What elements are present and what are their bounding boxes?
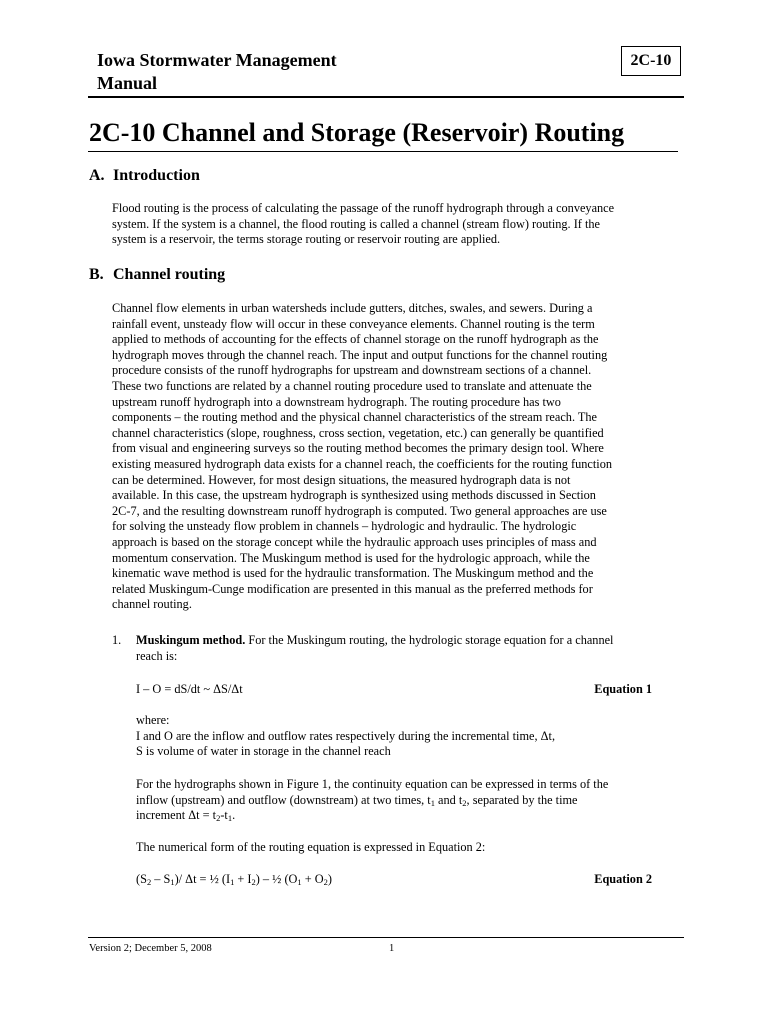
subscript: 1 (170, 877, 175, 887)
muskingum-method-item (112, 633, 682, 664)
text-line: Flood routing is the process of calculating the passage of the runoff hydrograph through a conveyance (112, 201, 615, 215)
page-title: 2C-10 Channel and Storage (Reservoir) Routing (89, 118, 625, 147)
item-lead-rest: For the Muskingum routing, the hydrologic storage equation for a channel (245, 633, 614, 647)
section-code-box: 2C-10 (621, 46, 681, 76)
title-underline (88, 151, 678, 152)
subscript: 2 (216, 813, 221, 824)
introduction-paragraph (112, 201, 682, 248)
where-block (136, 713, 666, 760)
text-line: S is volume of water in storage in the channel reach (136, 744, 391, 759)
text-fragment: (S (136, 872, 147, 886)
text-line: system. If the system is a channel, the flood routing is called a channel (stream flow) routing. If the (112, 216, 600, 231)
text-line: where: (136, 713, 170, 727)
text-line: rainfall event, unsteady flow will occur in these conveyance elements. Channel routing is the term (112, 316, 595, 331)
text-fragment: )/ Δt = ½ (I (174, 872, 231, 886)
equation-1-row (136, 681, 652, 697)
text-fragment: ) (327, 872, 332, 886)
text-line: channel routing. (112, 597, 192, 612)
equation-2-label: Equation 2 (594, 872, 652, 886)
text-line: kinematic wave method is used for the hydraulic transformation. The Muskingum method and the (112, 566, 594, 581)
text-fragment: – S (151, 872, 171, 886)
section-b-title: Channel routing (113, 266, 226, 283)
continuity-paragraph (136, 777, 666, 824)
subscript: 1 (297, 877, 302, 887)
manual-title-line1: Iowa Stormwater Management (97, 50, 337, 70)
numerical-form-paragraph (136, 840, 666, 856)
text-line: These two functions are related by a channel routing procedure used to translate and attenuate the (112, 378, 592, 393)
manual-title-line2: Manual (97, 73, 158, 93)
section-a-heading (89, 166, 200, 186)
text-line: from visual and engineering surveys so the routing method becomes the primary design tool. Where (112, 441, 604, 456)
text-line: momentum conservation. The Muskingum method is used for the hydrologic approach, while the (112, 550, 590, 565)
text-fragment: ) – ½ (O (255, 872, 298, 886)
text-line: 2C-7, and the resulting downstream runoff hydrograph is computed. Two general approaches are use (112, 503, 607, 518)
equation-2-row (136, 871, 652, 887)
subscript: 1 (230, 877, 235, 887)
text-fragment: , separated by the time (466, 792, 578, 807)
text-line: related Muskingum-Cunge modification are presented in this manual as the preferred methods for (112, 581, 593, 596)
text-line: components – the routing method and the physical channel characteristics of the stream reach. The (112, 410, 597, 425)
text-line: upstream runoff hydrograph into a downstream hydrograph. The routing procedure has two (112, 394, 561, 409)
text-line: For the hydrographs shown in Figure 1, the continuity equation can be expressed in terms of the (136, 777, 609, 791)
text-fragment: inflow (upstream) and outflow (downstream) at two times, t (136, 792, 431, 807)
text-line: for solving the unsteady flow problem in channels – hydrologic and hydraulic. The hydrologic (112, 519, 577, 534)
page-number: 1 (389, 943, 395, 954)
section-a-letter: A. (89, 167, 105, 184)
text-fragment: + I (234, 872, 252, 886)
equation-2-expression (136, 872, 332, 886)
text-line: can be determined. However, for most design situations, the measured hydrograph data is not (112, 472, 571, 487)
equation-1-label: Equation 1 (594, 682, 652, 696)
text-fragment: -t (220, 808, 228, 823)
equation-1-expression: I – O = dS/dt ~ ΔS/Δt (136, 682, 243, 696)
text-line: approach is based on the storage concept while the hydraulic approach uses principles of mass and (112, 534, 597, 549)
text-line: Channel flow elements in urban watersheds include gutters, ditches, swales, and sewers. During a (112, 301, 593, 315)
text-line: available. In this case, the upstream hydrograph is synthesized using methods discussed in Section (112, 488, 596, 503)
text-line: reach is: (136, 648, 178, 663)
text-line (136, 808, 666, 824)
subscript: 1 (227, 813, 233, 824)
text-fragment: increment Δt = t (136, 808, 217, 823)
text-line (136, 793, 666, 809)
subscript: 1 (430, 797, 435, 808)
section-a-title: Introduction (113, 167, 200, 184)
text-line: procedure consists of the runoff hydrographs for upstream and downstream sections of a channel. (112, 363, 592, 378)
footer-divider (88, 937, 684, 938)
subscript: 2 (251, 877, 256, 887)
text-fragment: . (232, 808, 236, 823)
text-line: system is a reservoir, the terms storage routing or reservoir routing are applied. (112, 232, 501, 247)
manual-title (97, 49, 427, 95)
text-line: applied to methods of accounting for the effects of channel storage on the runoff hydrograph as the (112, 332, 599, 347)
header-divider (88, 96, 684, 98)
text-line (136, 633, 682, 649)
text-fragment: + O (301, 872, 324, 886)
subscript: 2 (146, 877, 152, 887)
list-number: 1. (112, 633, 122, 647)
item-lead: Muskingum method. (136, 633, 246, 647)
footer-version: Version 2; December 5, 2008 (89, 943, 212, 954)
subscript: 2 (462, 797, 467, 808)
subscript: 2 (323, 877, 328, 887)
text-line: I and O are the inflow and outflow rates respectively during the incremental time, Δt, (136, 728, 556, 743)
text-fragment: and t (434, 792, 463, 807)
text-line: channel characteristics (slope, roughness, cross section, vegetation, etc.) can generally be quantified (112, 425, 604, 440)
text-line: The numerical form of the routing equation is expressed in Equation 2: (136, 840, 486, 854)
channel-routing-paragraph (112, 301, 682, 613)
text-line: existing measured hydrograph data exists for a channel reach, the coefficients for the routing function (112, 456, 613, 471)
section-b-letter: B. (89, 266, 104, 283)
text-line: hydrograph moves through the channel reach. The input and output functions for the channel routing (112, 347, 608, 362)
section-b-heading (89, 265, 225, 285)
